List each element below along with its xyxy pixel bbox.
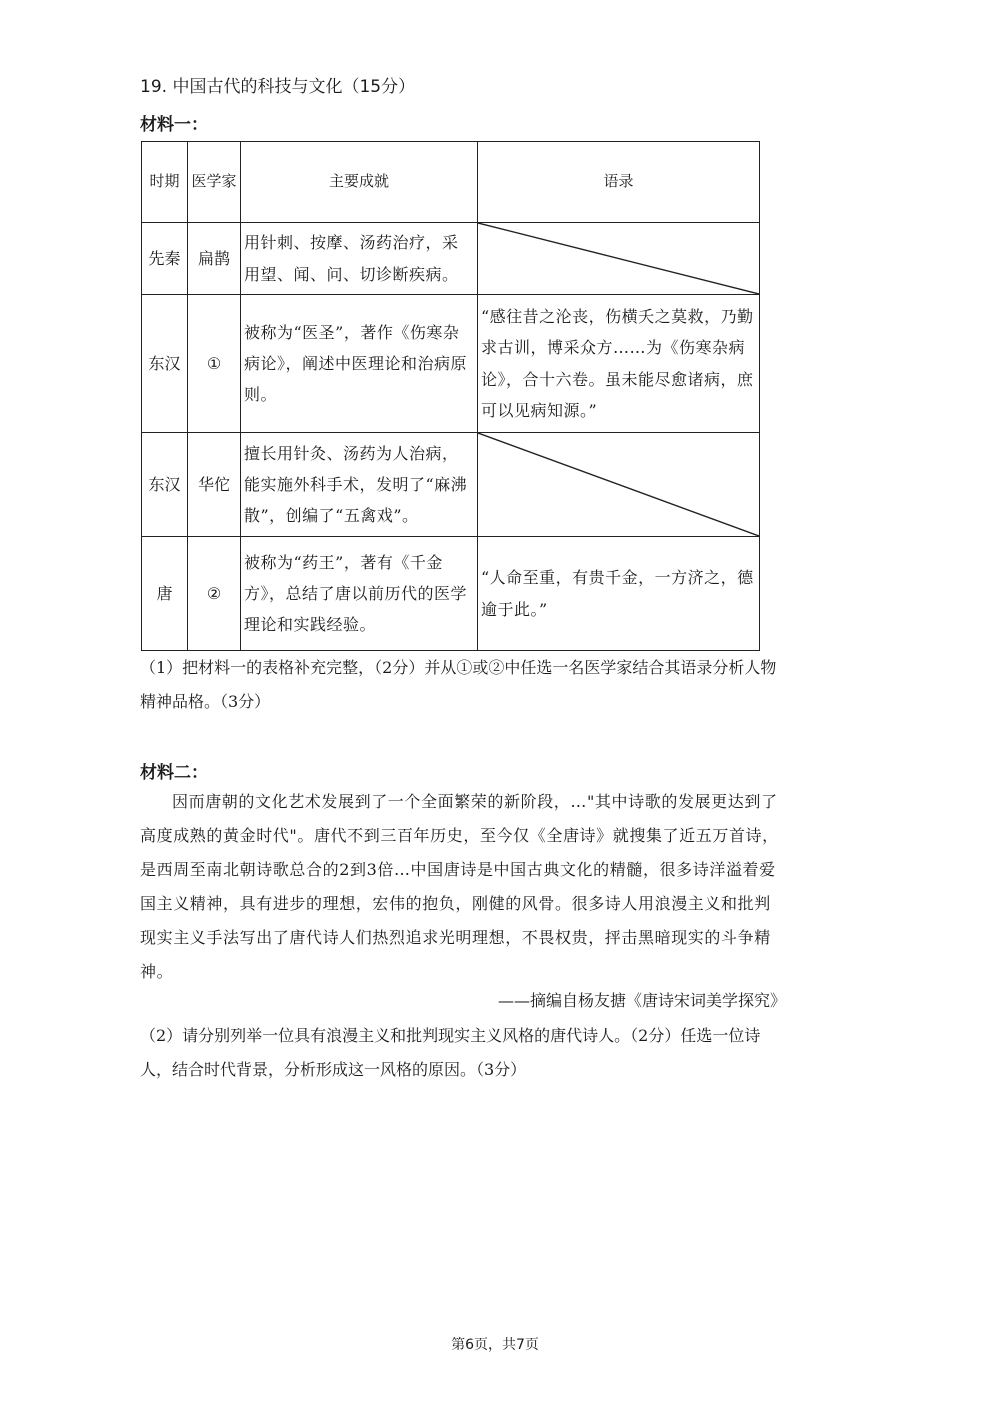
material2-source: ——摘编自杨友搪《唐诗宋词美学探究》 — [497, 991, 786, 1010]
row-achievement: 被称为“医圣”，著作《伤寒杂病论》，阐述中医理论和治病原则。 — [241, 295, 478, 433]
row-doctor: 华佗 — [188, 433, 241, 537]
material2-passage: 因而唐朝的文化艺术发展到了一个全面繁荣的新阶段，…"其中诗歌的发展更达到了高度成熟的黄金时代"。唐代不到三百年历史，至今仅《全唐诗》就搜集了近五万首诗，是西周至南北朝诗歌总合的2到3倍…中国唐诗是中国古典文化的精髓，很多诗洋溢着爱国主义精神，具有进步的理想，宏伟的抱负，刚健的风骨。很多诗人用浪漫主义和批判现实主义手法写出了唐代诗人们热烈追求光明理想，不畏权贵，抨击黑暗现实的斗争精神。 — [140, 792, 779, 981]
row-period: 唐 — [142, 537, 188, 651]
row-doctor-blank-1: ① — [188, 295, 241, 433]
diagonal-strike — [478, 223, 759, 294]
row-doctor: 扁鹊 — [188, 223, 241, 295]
page-footer: 第6页，共7页 — [451, 1337, 539, 1353]
row-period: 东汉 — [142, 433, 188, 537]
row-achievement: 擅长用针灸、汤药为人治病，能实施外科手术，发明了“麻沸散”，创编了“五禽戏”。 — [241, 433, 478, 537]
row-doctor-blank-2: ② — [188, 537, 241, 651]
row-quote: “感往昔之沦丧，伤横夭之莫救，乃勤求古训，博采众方……为《伤寒杂病论》，合十六卷。虽未能尽愈诸病，庶可以见病知源。” — [478, 295, 760, 433]
question-2: （2）请分别列举一位具有浪漫主义和批判现实主义风格的唐代诗人。（2分）任选一位诗人，结合时代背景，分析形成这一风格的原因。（3分） — [140, 1026, 761, 1079]
header-doctor: 医学家 — [188, 142, 241, 223]
table-row — [142, 433, 760, 537]
table-row — [142, 537, 760, 651]
table-header-row — [142, 142, 760, 223]
table-row — [142, 223, 760, 295]
diagonal-strike — [478, 433, 759, 536]
table-row — [142, 295, 760, 433]
row-achievement: 被称为“药王”，著有《千金方》，总结了唐以前历代的医学理论和实践经验。 — [241, 537, 478, 651]
row-achievement: 用针刺、按摩、汤药治疗，采用望、闻、问、切诊断疾病。 — [241, 223, 478, 295]
empty-quote-cell — [478, 223, 760, 295]
question-1: （1）把材料一的表格补充完整，（2分）并从①或②中任选一名医学家结合其语录分析人物精神品格。（3分） — [140, 658, 777, 711]
row-period: 东汉 — [142, 295, 188, 433]
row-period: 先秦 — [142, 223, 188, 295]
question-title: 19. 中国古代的科技与文化（15分） — [140, 77, 416, 97]
physicians-table — [141, 141, 760, 651]
material1-label: 材料一： — [140, 115, 208, 135]
header-achievement: 主要成就 — [241, 142, 478, 223]
row-quote: “人命至重，有贵千金，一方济之，德逾于此。” — [478, 537, 760, 651]
material2-label: 材料二： — [140, 763, 208, 783]
header-quote: 语录 — [478, 142, 760, 223]
header-period: 时期 — [142, 142, 188, 223]
empty-quote-cell — [478, 433, 760, 537]
